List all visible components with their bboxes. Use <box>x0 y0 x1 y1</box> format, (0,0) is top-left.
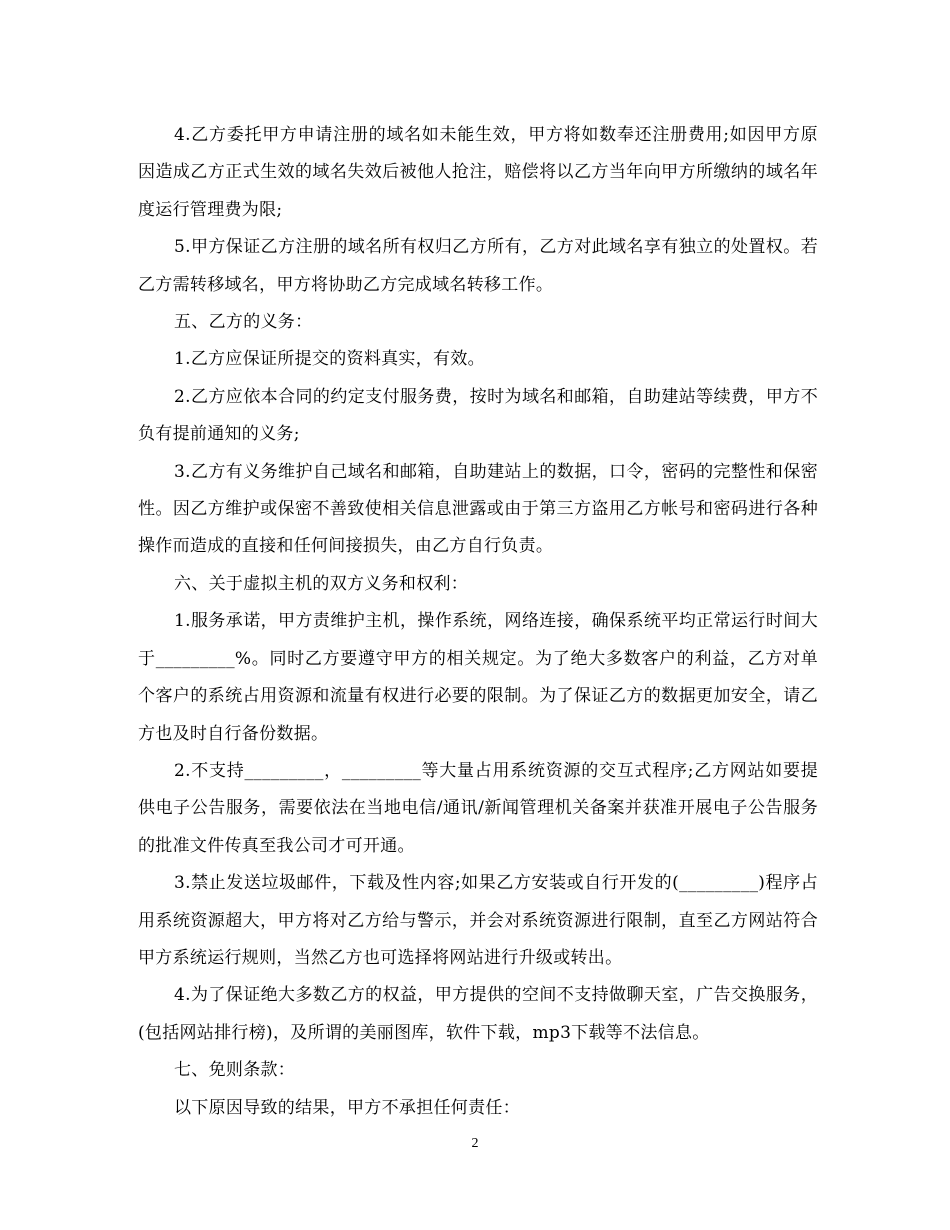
paragraph-domain-ownership: 5.甲方保证乙方注册的域名所有权归乙方所有，乙方对此域名享有独立的处置权。若乙方需转移域名，甲方将协助乙方完成域名转移工作。 <box>138 237 818 295</box>
section-heading-party-b-obligations: 五、乙方的义务： <box>174 312 313 333</box>
section-heading-virtual-host: 六、关于虚拟主机的双方义务和权利： <box>174 573 469 594</box>
section-heading-disclaimer: 七、免则条款： <box>174 1060 296 1081</box>
document-body <box>138 117 818 1127</box>
paragraph-spam-prohibition: 3.禁止发送垃圾邮件，下载及性内容;如果乙方安装或自行开发的(_________)程序占用系统资源超大，甲方将对乙方给与警示，并会对系统资源进行限制，直至乙方网站符合甲方系统运行规则，当然乙方也可选择将网站进行升级或转出。 <box>138 873 818 968</box>
paragraph-unsupported-programs: 2.不支持_________，_________等大量占用系统资源的交互式程序;乙方网站如要提供电子公告服务，需要依法在当地电信/通讯/新闻管理机关备案并获准开展电子公告服务的批准文件传真至我公司才可开通。 <box>138 760 818 856</box>
paragraph-data-security: 3.乙方有义务维护自己域名和邮箱，自助建站上的数据，口令，密码的完整性和保密性。因乙方维护或保密不善致使相关信息泄露或由于第三方盗用乙方帐号和密码进行各种操作而造成的直接和任何间接损失，由乙方自行负责。 <box>138 461 818 557</box>
page-number: 2 <box>471 1136 479 1151</box>
paragraph-true-information: 1.乙方应保证所提交的资料真实，有效。 <box>174 349 485 370</box>
paragraph-disclaimer-intro: 以下原因导致的结果，甲方不承担任何责任： <box>174 1097 520 1118</box>
paragraph-domain-refund: 4.乙方委托甲方申请注册的域名如未能生效，甲方将如数奉还注册费用;如因甲方原因造成乙方正式生效的域名失效后被他人抢注，赔偿将以乙方当年向甲方所缴纳的域名年度运行管理费为限; <box>138 125 818 220</box>
paragraph-service-fee: 2.乙方应依本合同的约定支付服务费，按时为域名和邮箱，自助建站等续费，甲方不负有提前通知的义务; <box>138 386 818 445</box>
paragraph-space-restrictions: 4.为了保证绝大多数乙方的权益，甲方提供的空间不支持做聊天室，广告交换服务，(包括网站排行榜)，及所谓的美丽图库，软件下载，mp3下载等不法信息。 <box>138 985 818 1043</box>
paragraph-service-commitment: 1.服务承诺，甲方责维护主机，操作系统，网络连接，确保系统平均正常运行时间大于_________%。同时乙方要遵守甲方的相关规定。为了绝大多数客户的利益，乙方对单个客户的系统占用资源和流量有权进行必要的限制。为了保证乙方的数据更加安全，请乙方也及时自行备份数据。 <box>138 611 818 744</box>
